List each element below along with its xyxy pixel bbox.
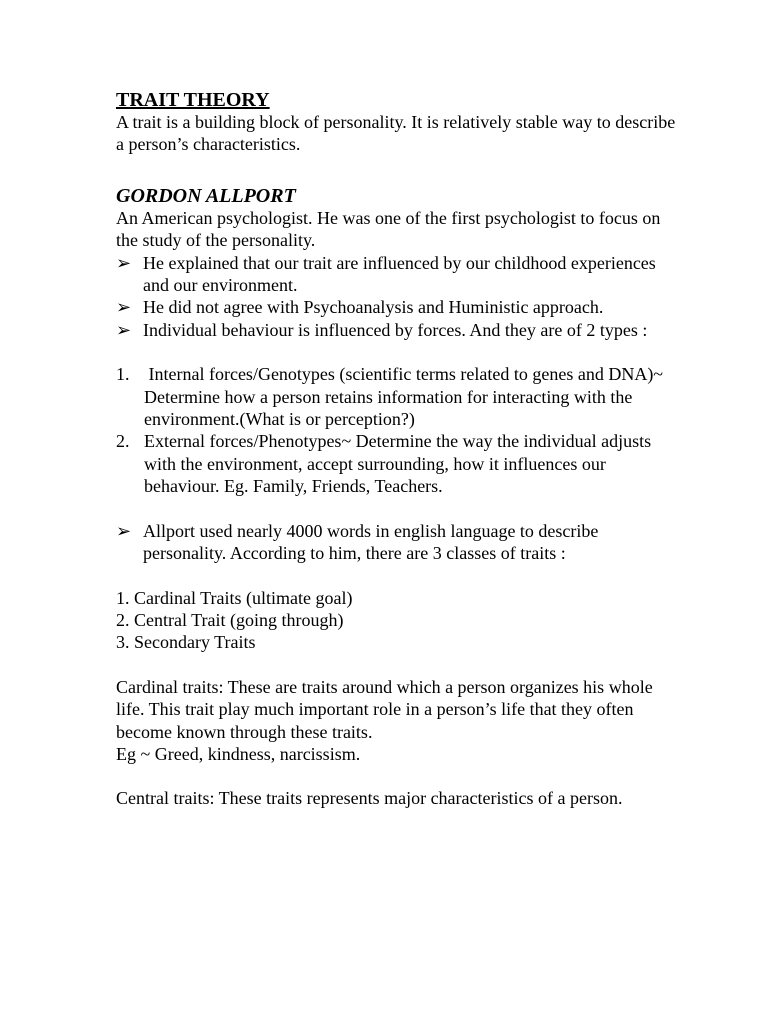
section-heading: GORDON ALLPORT [116, 184, 296, 207]
trait-class-item: 1. Cardinal Traits (ultimate goal) [116, 587, 353, 608]
intro-paragraph: A trait is a building block of personality. It is relatively stable way to describe a person’s characteristics. [116, 112, 676, 155]
document-body [116, 89, 676, 810]
bullet-item [116, 520, 676, 565]
section-intro-paragraph: An American psychologist. He was one of the first psychologist to focus on the study of the personality. [116, 207, 661, 251]
bullet-text: Individual behaviour is influenced by forces. And they are of 2 types : [143, 319, 648, 340]
numbered-item [116, 363, 676, 430]
bullet-text: He explained that our trait are influenced by our childhood experiences and our environment. [143, 252, 656, 296]
item-number: 2. [116, 431, 130, 452]
trait-class-item: 2. Central Trait (going through) [116, 609, 344, 630]
page-title: TRAIT THEORY [116, 89, 270, 111]
central-traits-paragraph: Central traits: These traits represents major characteristics of a person. [116, 788, 623, 809]
numbered-item [116, 430, 676, 497]
forces-list [116, 363, 676, 497]
bullet-item [116, 252, 676, 297]
item-text: External forces/Phenotypes~ Determine the way the individual adjusts with the environment, accept surrounding, how it influences our behaviour. Eg. Family, Friends, Teachers. [144, 431, 652, 497]
item-number: 1. [116, 364, 130, 385]
arrow-bullet-icon: ➢ [116, 520, 132, 541]
trait-class-item: 3. Secondary Traits [116, 632, 256, 653]
arrow-bullet-icon: ➢ [116, 297, 132, 318]
bullet-item [116, 296, 676, 318]
cardinal-example: Eg ~ Greed, kindness, narcissism. [116, 743, 361, 764]
item-text: Internal forces/Genotypes (scientific terms related to genes and DNA)~ Determine how a person retains information for interacting with the environment.(What is or perception?) [144, 364, 668, 430]
arrow-bullet-icon: ➢ [116, 319, 132, 340]
trait-classes-list [116, 587, 676, 654]
bullet-text: He did not agree with Psychoanalysis and Huministic approach. [143, 297, 604, 318]
cardinal-traits-paragraph: Cardinal traits: These are traits around which a person organizes his whole life. This trait play much important role in a person’s life that they often become known through these traits. [116, 676, 653, 742]
arrow-bullet-icon: ➢ [116, 252, 132, 273]
bullet-list [116, 252, 676, 342]
bullet-item [116, 319, 676, 341]
bullet-text: Allport used nearly 4000 words in english language to describe personality. According to him, there are 3 classes of traits : [143, 520, 599, 564]
